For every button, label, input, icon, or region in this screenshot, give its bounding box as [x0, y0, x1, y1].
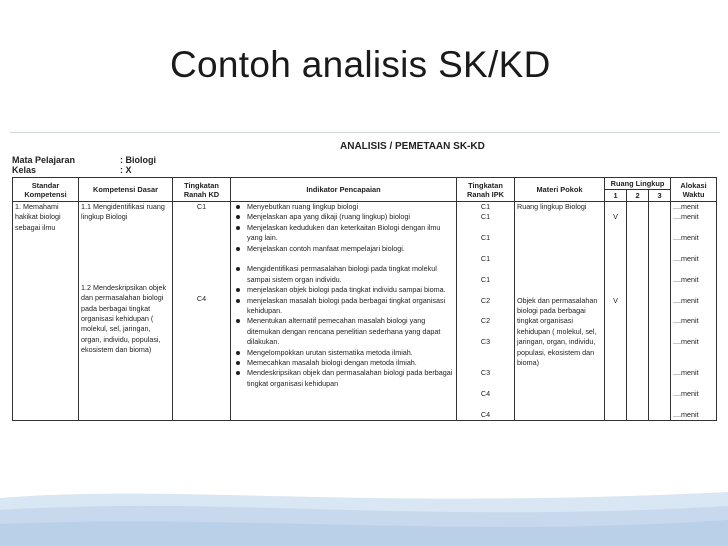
cell-ruang-2	[627, 202, 649, 421]
indicator-list-b	[233, 264, 454, 389]
skkd-table	[12, 177, 717, 421]
meta-subject-value: : Biologi	[120, 155, 156, 165]
list-item: Menentukan alternatif pemecahan masalah biologi yang ditemukan dengan rencana penelitian sederhana yang dapat dilakukan.	[233, 316, 454, 347]
list-item: Menjelaskan apa yang dikaji (ruang lingkup) biologi	[233, 212, 454, 222]
header-ruang-2: 2	[627, 190, 649, 202]
list-item: menjelaskan objek biologi pada tingkat individu sampai bioma.	[233, 285, 454, 295]
ipk-level: C4	[480, 409, 491, 419]
ipk-level: C1	[480, 233, 491, 243]
kd-1-text: 1.1 Mengidentifikasi ruang lingkup Biologi	[81, 202, 165, 222]
cell-ruang-3	[649, 202, 671, 421]
list-item: Menyebutkan ruang lingkup biologi	[233, 202, 454, 212]
alokasi-value: ....menit	[673, 409, 699, 419]
ipk-level: C4	[480, 389, 491, 399]
list-item: Memecahkan masalah biologi dengan metoda ilmiah.	[233, 358, 454, 368]
kd-1-level: C1	[196, 202, 207, 211]
table-row	[13, 202, 717, 421]
alokasi-value: ....menit	[673, 202, 699, 211]
header-tingkatan-ipk: Tingkatan Ranah IPK	[457, 178, 515, 202]
cell-tingkatan-ipk	[457, 202, 515, 421]
ipk-level: C3	[480, 337, 491, 347]
kd-2-text: 1.2 Mendeskripsikan objek dan permasalahan biologi pada berbagai tingkat organisasi kehidupan ( molekul, sel, jaringan, organ, individu, populasi, ekosistem dan bioma)	[81, 282, 167, 355]
header-materi-pokok: Materi Pokok	[515, 178, 605, 202]
list-item: Mengidentifikasi permasalahan biologi pada tingkat molekul sampai sistem organ individu.	[233, 264, 454, 285]
ipk-level: C2	[480, 295, 491, 305]
ruang-mark: V	[613, 295, 618, 305]
ruang-mark: V	[613, 212, 618, 222]
meta-subject	[12, 155, 156, 165]
header-standar-kompetensi: Standar Kompetensi	[13, 178, 79, 202]
list-item: Menjelaskan keduduken dan keterkaitan Biologi dengan ilmu yang lain.	[233, 223, 454, 244]
ipk-level: C1	[480, 212, 491, 222]
indicator-list-a	[233, 202, 454, 254]
meta-class	[12, 165, 132, 175]
sk-text: 1. Memahami hakikat biologi sebagai ilmu	[15, 202, 61, 232]
alokasi-value: ....menit	[673, 274, 699, 284]
alokasi-value: ....menit	[673, 212, 699, 222]
list-item: Mendeskripsikan objek dan permasalahan biologi pada berbagai tingkat organisasi kehidupan	[233, 368, 454, 389]
ipk-level: C3	[480, 368, 491, 378]
ipk-level: C2	[480, 316, 491, 326]
meta-class-label: Kelas	[12, 165, 37, 175]
cell-tingkatan-kd	[173, 202, 231, 421]
ipk-level: C1	[480, 202, 491, 211]
ipk-level: C1	[480, 253, 491, 263]
header-indikator: Indikator Pencapaian	[231, 178, 457, 202]
materi-1-text: Ruang lingkup Biologi	[517, 202, 587, 211]
alokasi-value: ....menit	[673, 389, 699, 399]
header-alokasi-waktu: Alokasi Waktu	[671, 178, 717, 202]
meta-class-value: : X	[120, 165, 132, 175]
alokasi-value: ....menit	[673, 316, 699, 326]
header-tingkatan-kd: Tingkatan Ranah KD	[173, 178, 231, 202]
alokasi-value: ....menit	[673, 337, 699, 347]
materi-2-text: Objek dan permasalahan biologi pada berbagai tingkat organisasi kehidupan ( molekul, sel, jaringan, organ, individu, populasi, ekosistem dan bioma)	[517, 295, 598, 368]
document-heading: ANALISIS / PEMETAAN SK-KD	[340, 141, 485, 152]
cell-indikator	[231, 202, 457, 421]
analysis-document	[10, 132, 720, 489]
alokasi-value: ....menit	[673, 233, 699, 243]
meta-subject-label: Mata Pelajaran	[12, 155, 76, 165]
alokasi-value: ....menit	[673, 295, 699, 305]
header-ruang-1: 1	[605, 190, 627, 202]
header-kompetensi-dasar: Kompetensi Dasar	[79, 178, 173, 202]
cell-standar-kompetensi	[13, 202, 79, 421]
alokasi-value: ....menit	[673, 253, 699, 263]
header-ruang-3: 3	[649, 190, 671, 202]
alokasi-value: ....menit	[673, 368, 699, 378]
cell-kompetensi-dasar	[79, 202, 173, 421]
list-item: menjelaskan masalah biologi pada berbagai tingkat organisasi kehidupan.	[233, 296, 454, 317]
list-item: Menjelaskan contoh manfaat mempelajari biologi.	[233, 244, 454, 254]
cell-materi-pokok	[515, 202, 605, 421]
cell-alokasi-waktu	[671, 202, 717, 421]
slide-title: Contoh analisis SK/KD	[170, 44, 551, 85]
header-ruang-lingkup: Ruang Lingkup	[605, 178, 671, 190]
slide-bottom-wave	[0, 480, 728, 546]
ipk-level: C1	[480, 274, 491, 284]
kd-2-level: C4	[196, 294, 207, 303]
cell-ruang-1	[605, 202, 627, 421]
list-item: Mengelompokkan urutan sistematika metoda ilmiah.	[233, 348, 454, 358]
